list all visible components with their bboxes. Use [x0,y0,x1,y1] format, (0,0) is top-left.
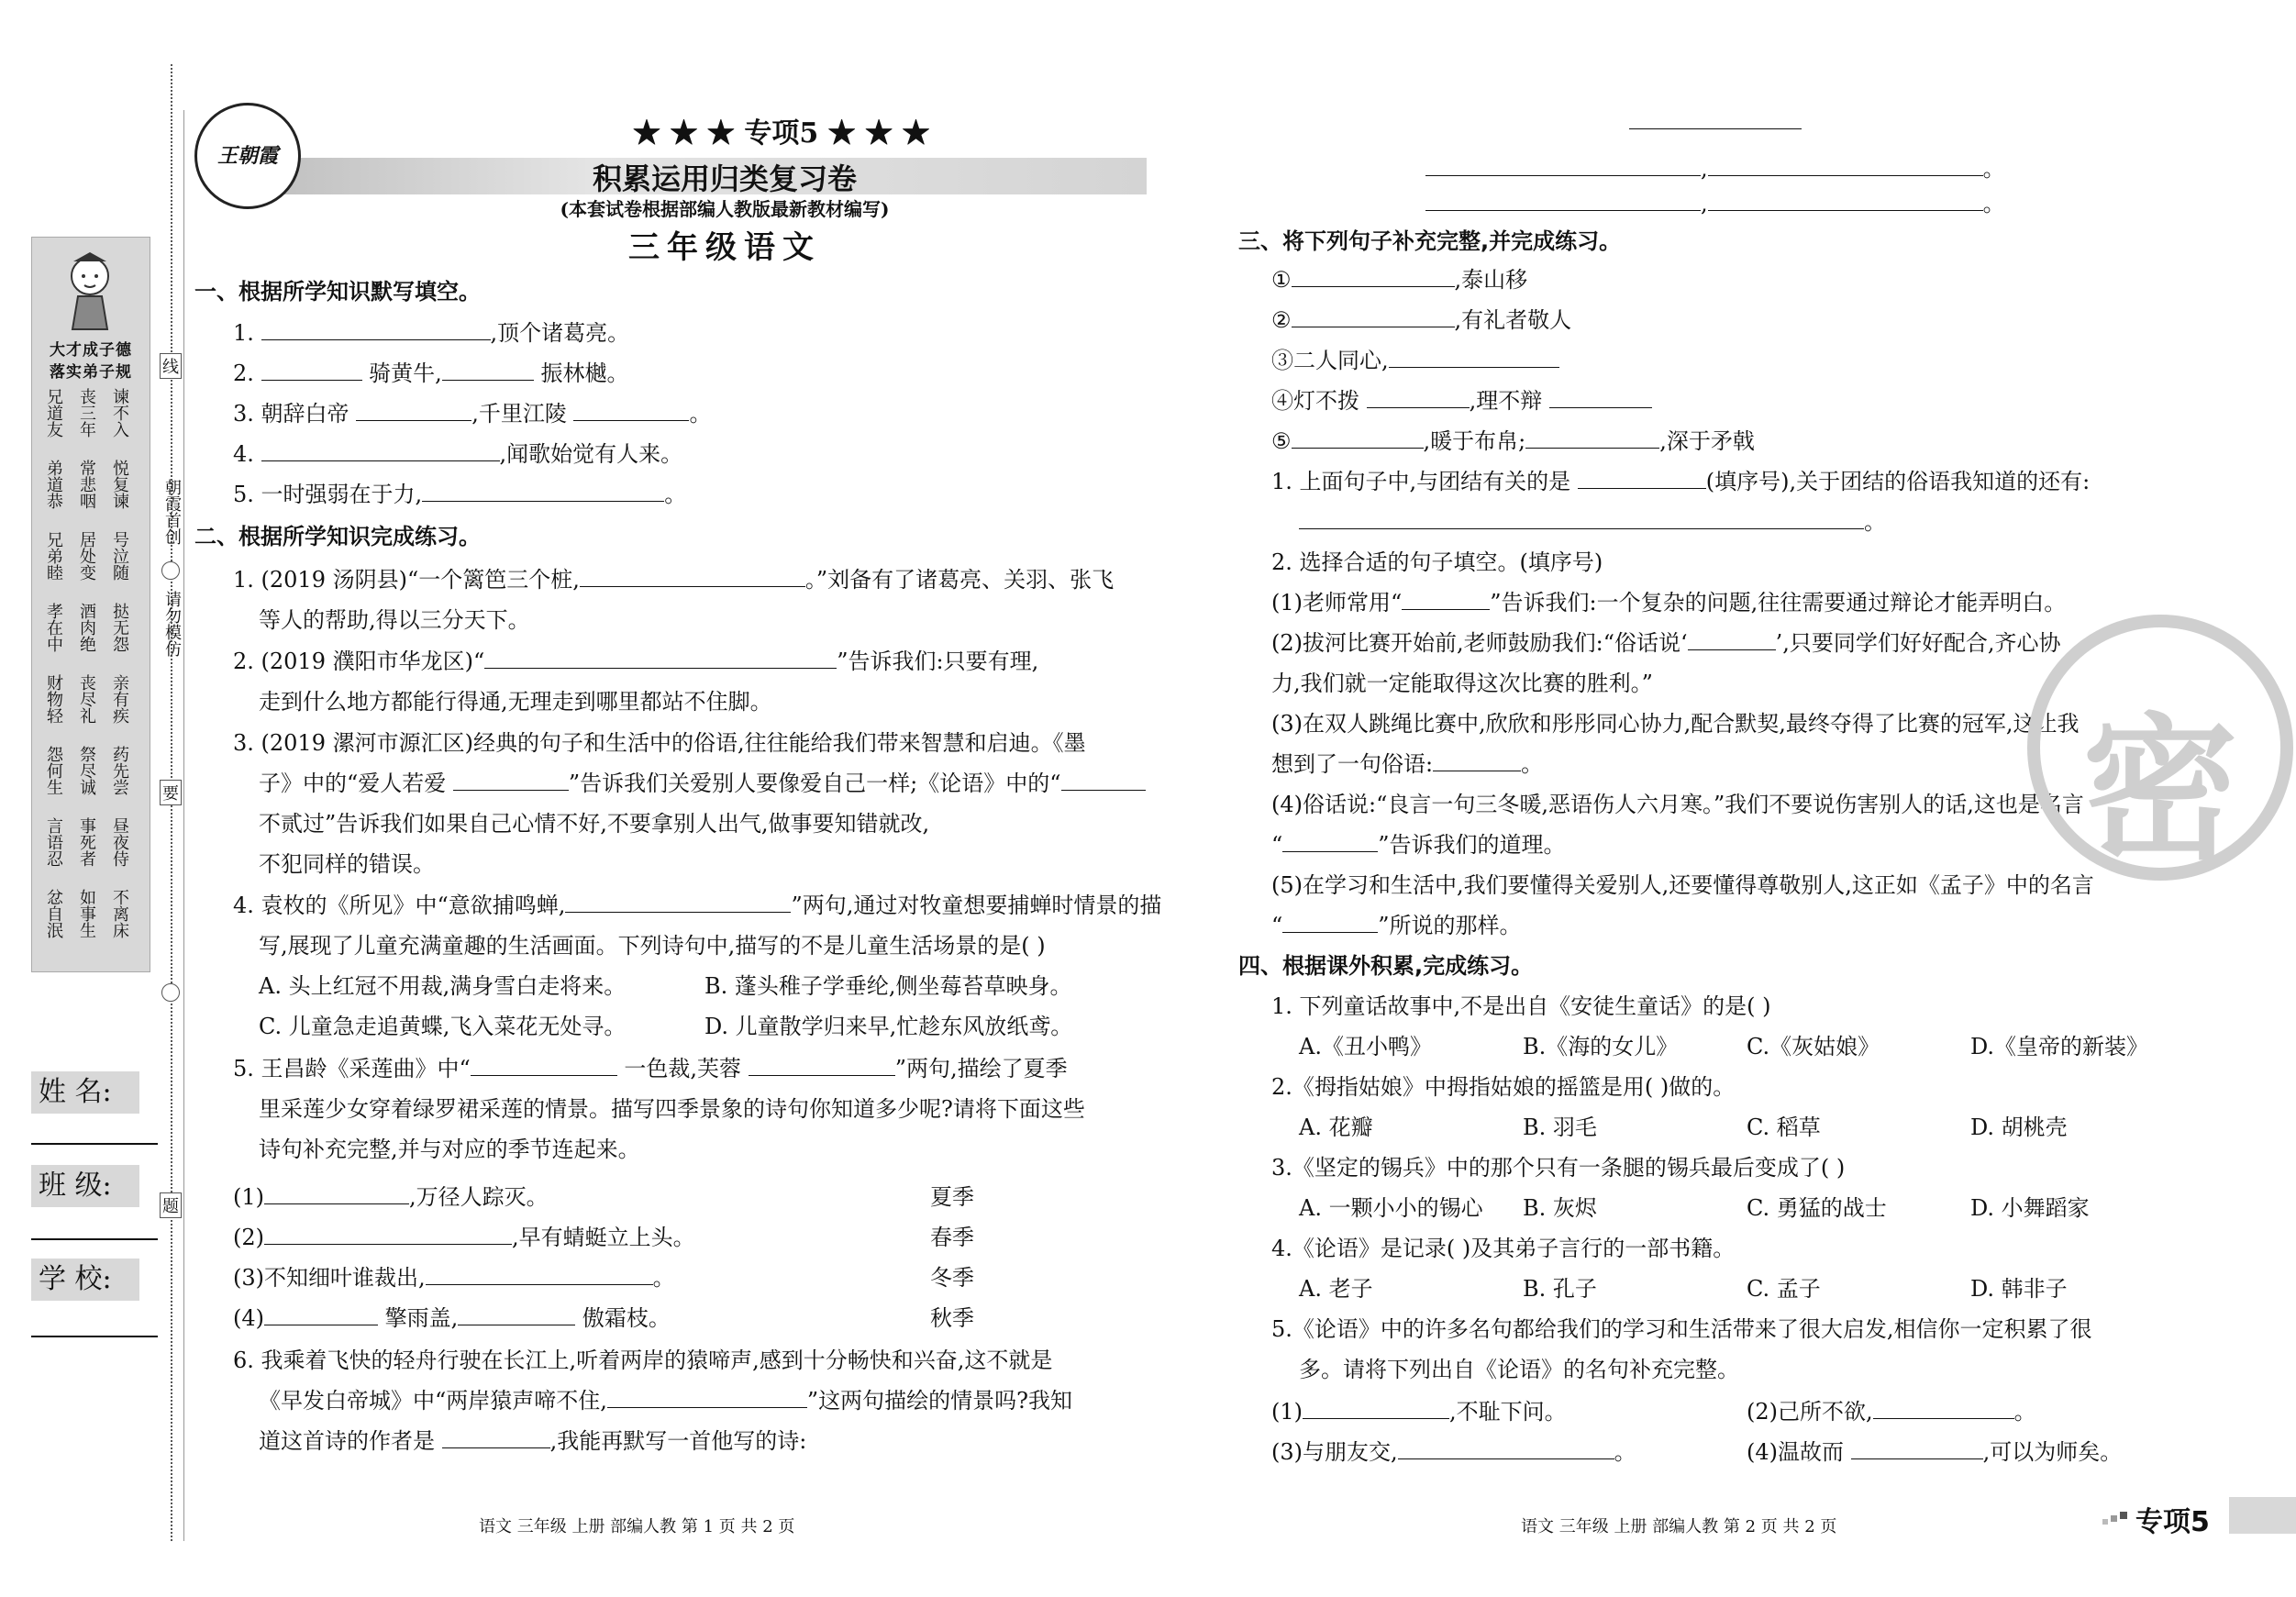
answer-blank[interactable] [1402,589,1490,610]
s2-q6-line3: 道这首诗的作者是 ,我能再默写一首他写的诗: [259,1428,807,1454]
class-label: 班 级: [31,1165,139,1207]
s4-q4-option-d[interactable]: D. 韩非子 [1970,1276,2068,1302]
answer-blank[interactable] [1708,190,1983,211]
s4-q2-option-d[interactable]: D. 胡桃壳 [1970,1115,2068,1140]
answer-blank[interactable] [1292,427,1424,449]
s3-q2-1: (1)老师常用“ ”告诉我们:一个复杂的问题,往往需要通过辩论才能弄明白。 [1271,590,2067,616]
page1-footer: 语文 三年级 上册 部编人教 第 1 页 共 2 页 [479,1517,795,1536]
motto-column: 不离床 [110,889,129,938]
s3-q1-line1: 1. 上面句子中,与团结有关的是 (填序号),关于团结的俗语我知道的还有: [1271,469,2091,494]
motto-column: 弟道恭 [44,460,63,509]
binding-circle-1 [161,561,180,580]
motto-line2: 落实弟子规 [50,363,132,382]
motto-column: 昼夜侍 [110,817,129,867]
page2-footer: 语文 三年级 上册 部编人教 第 2 页 共 2 页 [1521,1517,1837,1536]
section-1-title: 一、根据所学知识默写填空。 [194,279,481,305]
s2-q4-option-d[interactable]: D. 儿童散学归来早,忙趁东风放纸鸢。 [704,1014,1073,1039]
s4-q1-option-d[interactable]: D.《皇帝的新装》 [1970,1034,2149,1059]
answer-blank[interactable] [1282,912,1378,933]
answer-blank[interactable] [261,319,491,340]
s3-q2-3-line2: 想到了一句俗语: 。 [1271,751,1544,777]
stamp-text: 密 [2081,700,2238,882]
s2-q3-line3: 不贰过”告诉我们如果自己心情不好,不要拿别人出气,做事要知错就改, [259,811,930,837]
s1-item-2: 2. 骑黄牛, 振林樾。 [233,360,629,386]
section-2-title: 二、根据所学知识完成练习。 [194,524,481,549]
s2-q2-line1: 2. (2019 濮阳市华龙区)“ ”告诉我们:只要有理, [233,649,1039,674]
s3-q2-title: 2. 选择合适的句子填空。(填序号) [1271,549,1603,575]
answer-blank[interactable] [1389,347,1559,368]
grade-title: 三年级语文 [628,229,821,266]
s3-q2-5-line1: (5)在学习和生活中,我们要懂得关爱别人,还要懂得尊敬别人,这正如《孟子》中的名言 [1271,872,2094,898]
motto-column: 如事生 [77,889,96,938]
s2-q2-line2: 走到什么地方都能行得通,无理走到哪里都站不住脚。 [259,689,772,715]
s2-q1-line1: 1. (2019 汤阴县)“一个篱笆三个桩, 。”刘备有了诸葛亮、关羽、张飞 [233,567,1115,593]
s3-q2-2-line1: (2)拔河比赛开始前,老师鼓励我们:“俗话说‘ ’,只要同学们好好配合,齐心协 [1271,630,2061,656]
answer-blank[interactable] [484,648,837,669]
s3-sentence-4: ④灯不拨 ,理不辩 [1271,387,1652,415]
logo-text: 王朝霞 [216,144,278,168]
answer-blank[interactable] [749,1055,895,1076]
binding-char-1: 线 [160,353,182,379]
corner-bar [2229,1497,2296,1534]
answer-blank[interactable] [1433,750,1521,771]
motto-column: 财物轻 [44,674,63,724]
motto-column: 居处变 [77,531,96,581]
s1-item-3: 3. 朝辞白帝 ,千里江陵 。 [233,401,712,427]
s3-q2-4-line2: “ ”告诉我们的道理。 [1271,832,1566,858]
season-3[interactable]: 冬季 [930,1265,974,1291]
motto-column: 药先尝 [110,746,129,795]
answer-blank[interactable] [607,1387,807,1408]
answer-blank[interactable] [1282,831,1378,852]
s3-sentence-1: ① ,泰山移 [1271,267,1528,293]
name-label: 姓 名: [31,1071,139,1114]
answer-blank[interactable] [1708,155,1983,176]
s4-q3-option-c[interactable]: C. 勇猛的战士 [1747,1195,1887,1221]
section-3-title: 三、将下列句子补充完整,并完成练习。 [1238,228,1622,254]
answer-blank[interactable] [356,400,471,421]
answer-blank[interactable] [264,1224,512,1245]
answer-blank[interactable] [1525,427,1659,449]
answer-blank[interactable] [458,1304,575,1325]
s4-q5-1: (1) ,不耻下问。 [1271,1399,1567,1425]
answer-blank[interactable] [1303,1398,1449,1419]
s2-q3-line2: 子》中的“爱人若爱 ”告诉我们关爱别人要像爱自己一样;《论语》中的“ [259,770,1146,797]
motto-column: 丧三年 [77,388,96,438]
binding-char-2: 要 [160,780,182,805]
poem-1: (1) ,万径人踪灭。 [233,1184,549,1210]
answer-blank[interactable] [1425,155,1701,176]
answer-blank[interactable] [261,360,362,381]
s2-q4-option-b[interactable]: B. 蓬头稚子学垂纶,侧坐莓苔草映身。 [704,973,1072,999]
name-field[interactable] [31,1143,158,1145]
answer-blank[interactable] [264,1304,378,1325]
s2-q4-line2: 写,展现了儿童充满童趣的生活画面。下列诗句中,描写的不是儿童生活场景的是( ) [259,933,1046,959]
poem-4: (4) 擎雨盖, 傲霜枝。 [233,1305,671,1331]
motto-column: 孝在中 [44,603,63,652]
motto-column: 酒肉绝 [77,603,96,652]
s2-q5-line3: 诗句补充完整,并与对应的季节连起来。 [259,1137,640,1162]
page-subtitle: (本套试卷根据部编人教版最新教材编写) [560,198,890,220]
corner-dots-icon [2102,1508,2128,1528]
motto-column: 挞无怨 [110,603,129,652]
s4-q1: 1. 下列童话故事中,不是出自《安徒生童话》的是( ) [1271,993,1771,1019]
answer-blank[interactable] [1425,190,1701,211]
binding-note-1: 朝霞首创 [162,479,182,545]
poem-2: (2) ,早有蜻蜓立上头。 [233,1225,695,1250]
s2-q3-line4: 不犯同样的错误。 [259,851,435,877]
school-label: 学 校: [31,1259,139,1301]
logo [194,103,301,209]
answer-blank[interactable] [264,1183,409,1204]
answer-blank[interactable] [442,360,534,381]
season-1[interactable]: 夏季 [930,1184,974,1210]
s2-q5-line2: 里采莲少女穿着绿罗裙采莲的情景。描写四季景象的诗句你知道多少呢?请将下面这些 [259,1096,1085,1122]
answer-line-row1: , 。 [1425,150,2005,183]
s4-q2: 2.《拇指姑娘》中拇指姑娘的摇篮是用( )做的。 [1271,1074,1736,1100]
poem-3: (3)不知细叶谁裁出, 。 [233,1265,675,1291]
s3-sentence-2: ② ,有礼者敬人 [1271,307,1572,333]
series-label: ★ ★ ★ 专项5 ★ ★ ★ [633,117,930,150]
page-title: 积累运用归类复习卷 [592,161,857,196]
s4-q5-2: (2)己所不欲, 。 [1747,1399,2036,1425]
s4-q3-option-d[interactable]: D. 小舞蹈家 [1970,1195,2090,1221]
s3-q2-2-line2: 力,我们就一定能取得这次比赛的胜利。” [1271,671,1653,696]
s2-q6-line2: 《早发白帝城》中“两岸猿声啼不住, ”这两句描绘的情景吗?我知 [259,1388,1073,1414]
answer-blank[interactable] [453,770,569,791]
s1-item-4: 4. ,闻歌始觉有人来。 [233,441,683,467]
motto-column: 事死者 [77,817,96,867]
s2-q3-line1: 3. (2019 漯河市源汇区)经典的句子和生活中的俗语,往往能给我们带来智慧和启迪。《墨 [233,730,1086,756]
motto-columns [39,388,146,966]
s3-q1-line2: 。 [1299,508,1886,536]
motto-column: 忿自泯 [44,889,63,938]
school-field[interactable] [31,1336,158,1337]
answer-line-row2: , 。 [1425,185,2005,217]
answer-blank[interactable] [565,892,791,913]
s1-item-1: 1. ,顶个诸葛亮。 [233,320,630,346]
motto-line1: 大才成子德 [50,341,132,360]
binding-line [183,110,184,1541]
s2-q5-line1: 5. 王昌龄《采莲曲》中“ 一色裁,芙蓉 ”两句,描绘了夏季 [233,1056,1068,1081]
motto-column: 号泣随 [110,531,129,581]
answer-line-title[interactable] [1629,128,1802,129]
s4-q2-option-b[interactable]: B. 羽毛 [1523,1115,1597,1140]
answer-blank[interactable] [1367,387,1470,408]
s4-q4-option-a[interactable]: A. 老子 [1299,1276,1373,1302]
s2-q6-line1: 6. 我乘着飞快的轻舟行驶在长江上,听着两岸的猿啼声,感到十分畅快和兴奋,这不就是 [233,1347,1053,1373]
answer-blank[interactable] [1873,1398,2014,1419]
s4-q4: 4.《论语》是记录( )及其弟子言行的一部书籍。 [1271,1236,1736,1261]
answer-blank[interactable] [1549,387,1652,408]
s4-q5-line2: 多。请将下列出自《论语》的名句补充完整。 [1299,1357,1739,1382]
secret-stamp [2027,615,2293,881]
s4-q2-option-c[interactable]: C. 稻草 [1747,1115,1821,1140]
s4-q1-option-b[interactable]: B.《海的女儿》 [1523,1034,1679,1059]
binding-circle-2 [161,983,180,1002]
cartoon-figure-icon [60,249,120,331]
answer-blank[interactable] [261,440,500,461]
s4-q5-4: (4)温故而 ,可以为师矣。 [1747,1439,2123,1465]
s3-q2-3-line1: (3)在双人跳绳比赛中,欣欣和彤彤同心协力,配合默契,最终夺得了比赛的冠军,这让我 [1271,711,2080,737]
binding-note-2: 请勿模仿 [162,591,182,657]
answer-blank[interactable] [1292,306,1455,327]
answer-blank[interactable] [1688,629,1776,650]
corner-label: 专项5 [2135,1506,2210,1538]
motto-column: 常悲咽 [77,460,96,509]
answer-blank[interactable] [426,1264,653,1285]
s4-q1-option-c[interactable]: C.《灰姑娘》 [1747,1034,1880,1059]
answer-blank[interactable] [1061,770,1146,791]
motto-column: 兄道友 [44,388,63,438]
s4-q4-option-b[interactable]: B. 孔子 [1523,1276,1597,1302]
motto-column: 悦复谏 [110,460,129,509]
answer-blank[interactable] [1851,1438,1983,1459]
motto-column: 丧尽礼 [77,674,96,724]
motto-column: 言语忍 [44,817,63,867]
s4-q1-option-a[interactable]: A.《丑小鸭》 [1299,1034,1432,1059]
s4-q2-option-a[interactable]: A. 花瓣 [1299,1115,1373,1140]
class-field[interactable] [31,1238,158,1240]
s3-q2-5-line2: “ ”所说的那样。 [1271,913,1522,938]
s2-q4-option-c[interactable]: C. 儿童急走追黄蝶,飞入菜花无处寻。 [259,1014,627,1039]
answer-blank[interactable] [422,481,664,502]
s4-q5-3: (3)与朋友交, 。 [1271,1439,1636,1465]
answer-blank[interactable] [580,566,805,587]
s3-sentence-5: ⑤ ,暖于布帛; ,深于矛戟 [1271,428,1755,454]
answer-blank[interactable] [442,1427,550,1448]
motto-column: 谏不入 [110,388,129,438]
section-4-title: 四、根据课外积累,完成练习。 [1238,953,1534,979]
answer-blank[interactable] [1578,468,1706,489]
s2-q1-line2: 等人的帮助,得以三分天下。 [259,607,530,633]
motto-column: 兄弟睦 [44,531,63,581]
s4-q5-line1: 5.《论语》中的许多名句都给我们的学习和生活带来了很大启发,相信你一定积累了很 [1271,1316,2092,1342]
answer-blank[interactable] [1299,508,1864,529]
motto-column: 亲有疾 [110,674,129,724]
motto-panel [31,237,150,972]
binding-char-3: 题 [160,1192,182,1218]
s4-q3-option-b[interactable]: B. 灰烬 [1523,1195,1597,1221]
motto-column: 祭尽诚 [77,746,96,795]
s1-item-5: 5. 一时强弱在于力, 。 [233,482,687,507]
answer-blank[interactable] [573,400,689,421]
motto-column: 怨何生 [44,746,63,795]
s2-q4-option-a[interactable]: A. 头上红冠不用裁,满身雪白走将来。 [259,973,627,999]
s3-q2-4-line1: (4)俗话说:“良言一句三冬暖,恶语伤人六月寒。”我们不要说伤害别人的话,这也是名言 [1271,792,2084,817]
s4-q3-option-a[interactable]: A. 一颗小小的锡心 [1299,1195,1483,1221]
season-2[interactable]: 春季 [930,1225,974,1250]
s4-q4-option-c[interactable]: C. 孟子 [1747,1276,1821,1302]
answer-blank[interactable] [1398,1438,1614,1459]
s3-sentence-3: ③二人同心, [1271,347,1559,374]
season-4[interactable]: 秋季 [930,1305,974,1331]
answer-blank[interactable] [1292,266,1455,287]
s2-q4-line1: 4. 袁枚的《所见》中“意欲捕鸣蝉, ”两句,通过对牧童想要捕蝉时情景的描 [233,893,1162,918]
answer-blank[interactable] [471,1055,617,1076]
s4-q3: 3.《坚定的锡兵》中的那个只有一条腿的锡兵最后变成了( ) [1271,1155,1846,1181]
